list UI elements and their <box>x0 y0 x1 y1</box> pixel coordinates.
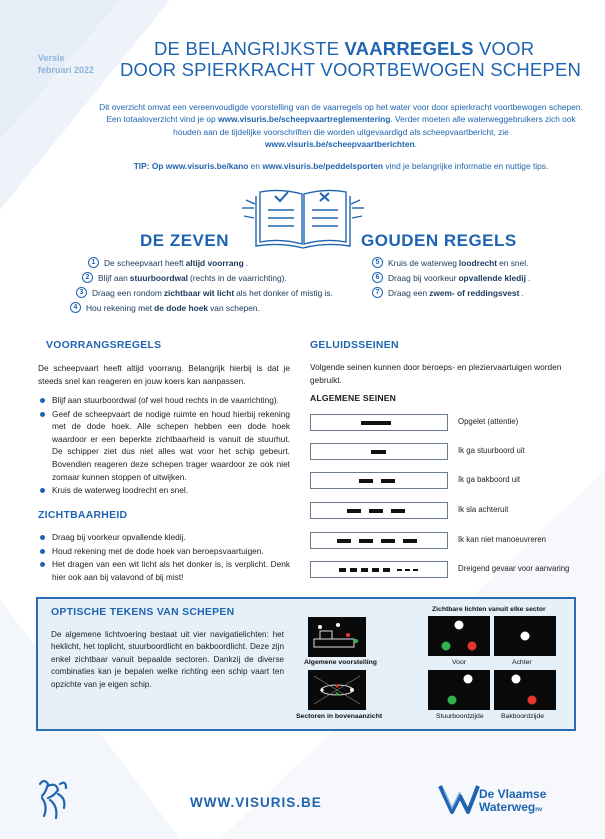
link-kano[interactable]: www.visuris.be/kano <box>165 161 249 171</box>
rule-text: Draag een rondom <box>92 287 162 298</box>
logo-line-1: De Vlaamse <box>479 787 547 801</box>
tip-label: TIP: Op <box>133 161 166 171</box>
optisch-paragraph: De algemene lichtvoering bestaat uit vier navigatielichten: het heklicht, het toplicht, stuurboordlicht en bakboordlicht. Deze zijn enkel zichtbaar vanuit bepaalde sectoren. Dankzij de diverse combinaties kan je bepalen welke richting een schip vaart ten opzichte van je eigen schip. <box>51 630 284 689</box>
section-subtitle-algemene-seinen: ALGEMENE SEINEN <box>310 393 397 403</box>
caption-achter: Achter <box>512 659 532 666</box>
lights-starboard <box>428 670 490 710</box>
signal-label: Opgelet (attentie) <box>458 417 519 426</box>
section-title-voorrang: VOORRANGSREGELS <box>46 340 162 351</box>
sectors-image <box>308 670 366 710</box>
caption-visible-lights: Zichtbare lichten vanuit elke sector <box>432 606 546 613</box>
rule-text: als het donker of mistig is. <box>236 287 333 298</box>
caption-general: Algemene voorstelling <box>304 659 377 666</box>
logo-suffix: nv <box>535 807 543 813</box>
rule-text: Hou rekening met <box>86 302 153 313</box>
page-title <box>120 38 590 80</box>
caption-sectors: Sectoren in bovenaanzicht <box>296 713 383 720</box>
ship-general-image <box>308 617 366 657</box>
golden-rules-title-right: GOUDEN REGELS <box>361 231 517 250</box>
rule-emphasis: zwem- of reddingsvest <box>429 287 520 298</box>
list-item: Draag bij voorkeur opvallende kledij. <box>38 531 290 544</box>
signal-pattern <box>310 472 448 489</box>
signal-row <box>310 532 590 549</box>
version-label <box>38 52 94 76</box>
list-item: Kruis de waterweg loodrecht en snel. <box>38 484 290 497</box>
rule-text: en snel. <box>499 257 529 268</box>
rule-text: . <box>527 272 531 283</box>
intro-part: Dit overzicht omvat een vereenvoudigde voorstelling van de vaarregels op het water voor door spierkracht voortbewogen schepen. Een totaaloverzicht vind je op <box>99 102 583 125</box>
signal-label: Ik ga bakboord uit <box>458 475 520 484</box>
signal-pattern <box>310 502 448 519</box>
logo-line-2: Waterweg <box>479 800 536 814</box>
rule-emphasis: de dode hoek <box>154 302 209 313</box>
caption-bakboord: Bakboordzijde <box>501 713 545 720</box>
rule-number: 3 <box>76 287 87 298</box>
rule-text: van schepen. <box>210 302 260 313</box>
intro-part: . Verder moeten alle waterweggebruikers zich ook houden aan de tijdelijke voorschriften die worden uitgevaardigd als scheepvaartbericht, zie <box>173 114 576 137</box>
rule-text: Draag bij voorkeur <box>388 272 457 283</box>
rule-6 <box>372 272 530 283</box>
rule-emphasis: stuurboordwal <box>129 272 188 283</box>
list-item: Het dragen van een wit licht als het donker is, is verplicht. Denk hier ook aan bij valavond of bij mist! <box>38 558 290 583</box>
signal-label: Ik sla achteruit <box>458 505 509 514</box>
link-regulations[interactable]: www.visuris.be/scheepvaartreglementering <box>218 114 391 125</box>
zicht-bullets <box>38 531 290 584</box>
rule-number: 1 <box>88 257 99 268</box>
rule-2 <box>82 272 287 283</box>
version-word: Versie <box>38 53 65 63</box>
rule-4 <box>70 302 260 313</box>
rule-text: . <box>521 287 524 298</box>
logo-text <box>479 788 546 817</box>
lights-front <box>428 616 490 656</box>
voorrang-bullets <box>38 394 290 498</box>
signal-pattern <box>310 532 448 549</box>
rule-text: De scheepvaart heeft <box>104 257 184 268</box>
rule-number: 5 <box>372 257 383 268</box>
lights-back <box>494 616 556 656</box>
book-icon <box>240 186 366 252</box>
title-part: DE BELANGRIJKSTE <box>154 38 345 59</box>
geluid-paragraph: Volgende seinen kunnen door beroeps- en pleziervaartuigen worden gebruikt. <box>310 362 562 385</box>
signal-pattern <box>310 414 448 431</box>
lights-port <box>494 670 556 710</box>
golden-rules-title-left: DE ZEVEN <box>140 231 230 250</box>
signal-label: Ik ga stuurboord uit <box>458 446 525 455</box>
intro-text <box>98 101 584 151</box>
link-notices[interactable]: www.visuris.be/scheepvaartberichten <box>265 139 415 150</box>
list-item: Geef de scheepvaart de nodige ruimte en houd hierbij rekening met de dode hoek. Alle schepen hebben een dode hoek waardoor er een beperkte zichtbaarheid is vanuit de stuurhut. De schipper ziet dus niet alles wat voor het schip gebeurt. Bovendien reageren deze schepen trager waardoor ze ook niet zomaar kunnen stoppen of uitwijken. <box>38 408 290 484</box>
lights-back-icon <box>494 616 556 656</box>
rule-text: . <box>245 257 249 268</box>
flemish-lion-icon <box>34 776 70 822</box>
link-peddelsporten[interactable]: www.visuris.be/peddelsporten <box>262 161 384 171</box>
signal-label: Ik kan niet manoeuvreren <box>458 535 546 544</box>
rule-1 <box>88 257 248 268</box>
signal-row <box>310 561 590 578</box>
rule-7 <box>372 287 524 298</box>
signal-row <box>310 502 590 519</box>
rule-number: 4 <box>70 302 81 313</box>
title-line-2: DOOR SPIERKRACHT VOORTBEWOGEN SCHEPEN <box>120 59 582 80</box>
tip-part: en <box>248 161 263 171</box>
lights-port-icon <box>494 670 556 710</box>
list-item: Blijf aan stuurboordwal (of wel houd rechts in de vaarrichting). <box>38 394 290 407</box>
version-date: februari 2022 <box>38 65 95 75</box>
rule-5 <box>372 257 528 268</box>
lights-front-icon <box>428 616 490 656</box>
rule-emphasis: altijd voorrang <box>185 257 244 268</box>
rule-emphasis: loodrecht <box>458 257 498 268</box>
tip-text <box>98 160 584 172</box>
signal-row <box>310 414 590 431</box>
title-part: VOOR <box>473 38 535 59</box>
rule-text: (rechts in de vaarrichting). <box>189 272 287 283</box>
rule-text: Blijf aan <box>98 272 128 283</box>
rule-emphasis: opvallende kledij <box>458 272 526 283</box>
rule-3 <box>76 287 333 298</box>
voorrang-paragraph: De scheepvaart heeft altijd voorrang. Belangrijk hierbij is dat je steeds snel kan reageren en jouw koers kan aanpassen. <box>38 363 290 386</box>
rule-number: 6 <box>372 272 383 283</box>
rule-number: 2 <box>82 272 93 283</box>
rule-emphasis: zichtbaar wit licht <box>163 287 235 298</box>
lights-starboard-icon <box>428 670 490 710</box>
caption-voor: Voor <box>452 659 466 666</box>
rule-text: Draag een <box>388 287 428 298</box>
signal-row <box>310 472 590 489</box>
rule-number: 7 <box>372 287 383 298</box>
tip-part: vind je belangrijke informatie en nuttige tips. <box>383 161 549 171</box>
list-item: Houd rekening met de dode hoek van beroepsvaartuigen. <box>38 545 290 558</box>
intro-part: . <box>414 139 417 150</box>
caption-stuurboord: Stuurboordzijde <box>436 713 484 720</box>
signal-pattern <box>310 561 448 578</box>
section-title-zichtbaarheid: ZICHTBAARHEID <box>38 510 128 521</box>
section-title-geluidsseinen: GELUIDSSEINEN <box>310 340 399 351</box>
vlaamse-waterweg-logo-icon <box>438 782 480 816</box>
section-title-optisch: OPTISCHE TEKENS VAN SCHEPEN <box>51 607 235 618</box>
rule-text: Kruis de waterweg <box>388 257 457 268</box>
signal-label: Dreigend gevaar voor aanvaring <box>458 564 570 573</box>
ship-icon <box>308 617 366 657</box>
footer-url[interactable]: WWW.VISURIS.BE <box>190 795 322 810</box>
signal-pattern <box>310 443 448 460</box>
sectors-icon <box>308 670 366 710</box>
title-highlight: VAARREGELS <box>344 38 474 59</box>
signal-row <box>310 443 590 460</box>
